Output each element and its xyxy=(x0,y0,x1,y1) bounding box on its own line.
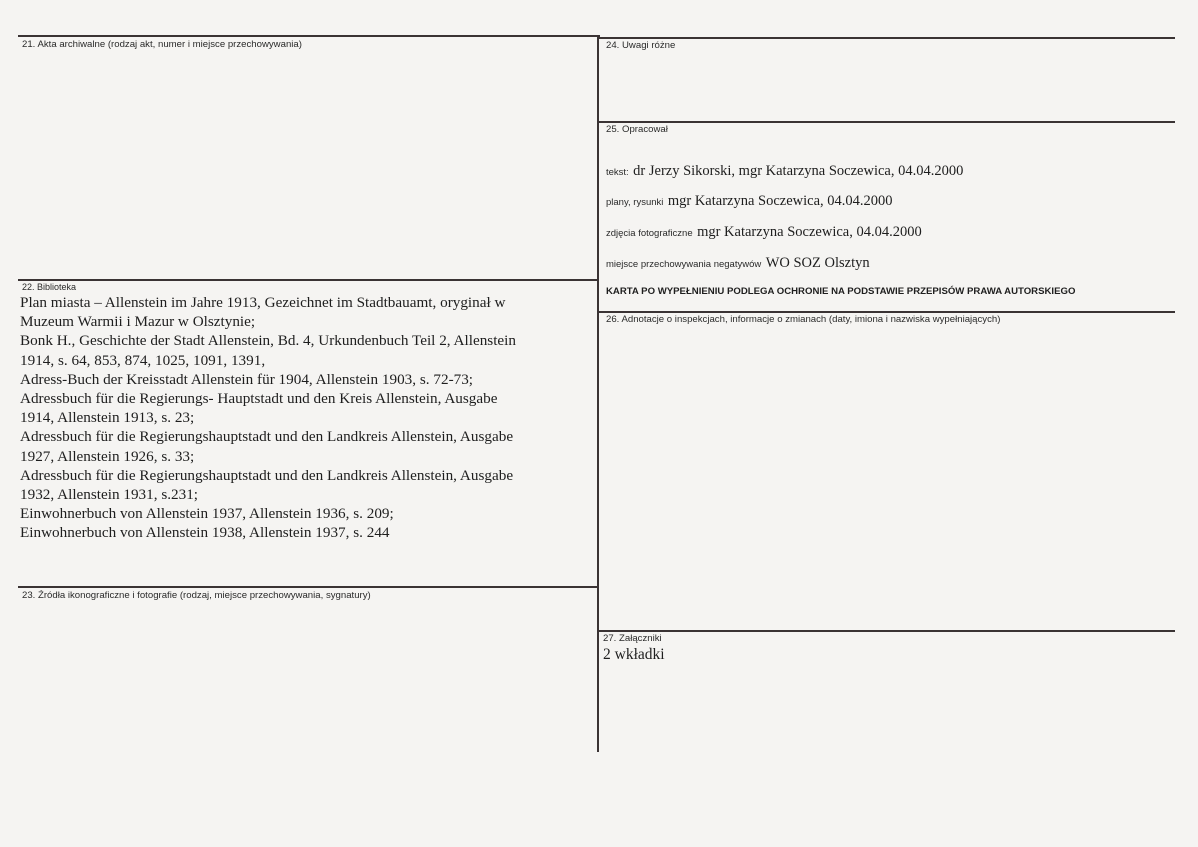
bib-line: Adressbuch für die Regierungs- Hauptstadt und den Kreis Allenstein, Ausgabe xyxy=(20,390,498,408)
credit-photos-value: mgr Katarzyna Soczewica, 04.04.2000 xyxy=(697,224,922,240)
field-27-label: 27. Załączniki xyxy=(603,633,662,644)
credit-negatives-row xyxy=(606,254,870,272)
field-21-label: 21. Akta archiwalne (rodzaj akt, numer i miejsce przechowywania) xyxy=(22,39,302,50)
copyright-notice: KARTA PO WYPEŁNIENIU PODLEGA OCHRONIE NA PODSTAWIE PRZEPISÓW PRAWA AUTORSKIEGO xyxy=(606,286,1076,297)
rule-26-27 xyxy=(598,630,1175,632)
credit-plans-row xyxy=(606,192,893,210)
credit-plans-prefix: plany, rysunki xyxy=(606,197,664,208)
bib-line: Adress-Buch der Kreisstadt Allenstein für 1904, Allenstein 1903, s. 72-73; xyxy=(20,370,474,388)
bib-line: 1914, s. 64, 853, 874, 1025, 1091, 1391, xyxy=(20,351,266,369)
field-26-label: 26. Adnotacje o inspekcjach, informacje o zmianach (daty, imiona i nazwiska wypełniających) xyxy=(606,314,1001,325)
top-rule-left xyxy=(18,35,600,37)
top-rule-right xyxy=(598,37,1175,39)
bib-line: 1932, Allenstein 1931, s.231; xyxy=(20,486,199,504)
credit-text-prefix: tekst: xyxy=(606,167,629,178)
rule-24-25 xyxy=(598,121,1175,123)
field-22-label: 22. Biblioteka xyxy=(22,282,77,292)
rule-25-26 xyxy=(598,311,1175,313)
bib-line: 1927, Allenstein 1926, s. 33; xyxy=(20,447,195,465)
credit-text-row xyxy=(606,162,963,180)
credit-negatives-value: WO SOZ Olsztyn xyxy=(765,255,870,271)
bib-line: Muzeum Warmii i Mazur w Olsztynie; xyxy=(20,313,256,331)
credit-photos-prefix: zdjęcia fotograficzne xyxy=(606,228,693,239)
bib-line: 1914, Allenstein 1913, s. 23; xyxy=(20,409,195,427)
bib-line: Plan miasta – Allenstein im Jahre 1913, Gezeichnet im Stadtbauamt, oryginał w xyxy=(20,294,506,311)
bib-line: Einwohnerbuch von Allenstein 1938, Allenstein 1937, s. 244 xyxy=(20,524,390,542)
field-22-bibliography xyxy=(20,293,590,543)
credit-plans-value: mgr Katarzyna Soczewica, 04.04.2000 xyxy=(667,193,893,209)
credit-photos-row xyxy=(606,223,922,241)
rule-21-22 xyxy=(18,279,598,281)
bib-line: Bonk H., Geschichte der Stadt Allenstein, Bd. 4, Urkundenbuch Teil 2, Allenstein xyxy=(20,332,516,350)
rule-22-23 xyxy=(18,586,598,588)
bib-line: Adressbuch für die Regierungshauptstadt und den Landkreis Allenstein, Ausgabe xyxy=(20,428,514,446)
field-27-value: 2 wkładki xyxy=(603,646,665,663)
bib-line: Einwohnerbuch von Allenstein 1937, Allenstein 1936, s. 209; xyxy=(20,505,394,523)
field-23-label: 23. Źródła ikonograficzne i fotografie (rodzaj, miejsce przechowywania, sygnatury) xyxy=(22,590,371,601)
field-24-label: 24. Uwagi różne xyxy=(606,40,676,51)
field-25-label: 25. Opracował xyxy=(606,124,668,135)
credit-negatives-prefix: miejsce przechowywania negatywów xyxy=(606,259,762,270)
center-divider xyxy=(597,35,599,752)
credit-text-value: dr Jerzy Sikorski, mgr Katarzyna Soczewica, 04.04.2000 xyxy=(633,163,964,179)
bib-line: Adressbuch für die Regierungshauptstadt und den Landkreis Allenstein, Ausgabe xyxy=(20,466,514,484)
